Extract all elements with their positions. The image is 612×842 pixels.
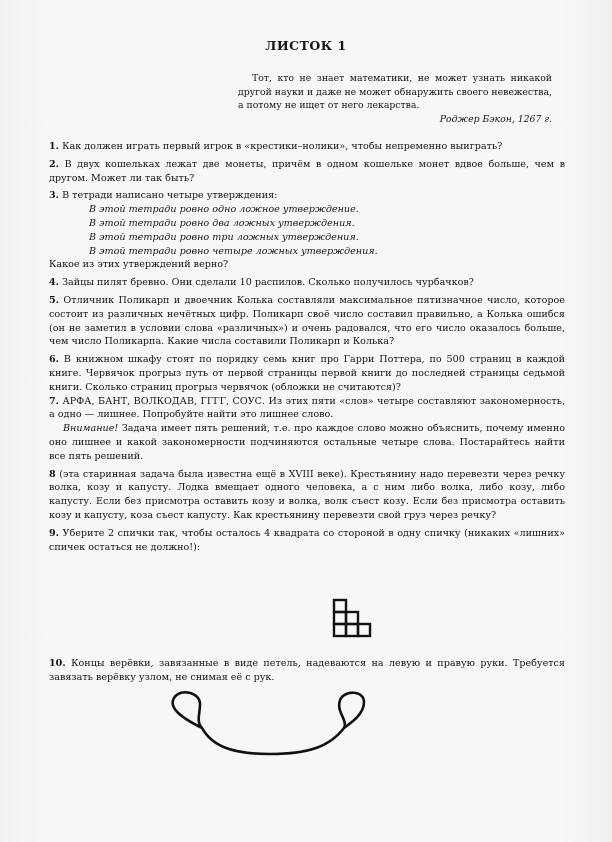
problem-text: Отличник Поликарп и двоечник Колька составляли максимальное пятизначное число, которое состоит из различных нечётных цифр. Поликарп своё число составил правильно, а Колька ошибся (он не заметил в условии слова «различных») и очень радовался, что его число оказалось больше, чем число Поликарпа. Какие числа составили Поликарп и Колька? [49, 294, 565, 348]
match-square [334, 624, 346, 636]
problem-note [49, 422, 565, 463]
problem-text: В книжном шкафу стоят по порядку семь книг про Гарри Поттера, по 500 страниц в каждой книге. Червячок прогрыз путь от первой страницы первой книги до последней страницы седьмой книги. Сколько страниц прогрыз червячок (обложки не считаются)? [49, 354, 565, 393]
match-square [346, 624, 358, 636]
problem-4 [49, 276, 565, 290]
problem-text: Уберите 2 спички так, чтобы осталось 4 квадрата со стороной в одну спичку (никаких «лишних» спичек остаться не должно!): [49, 527, 565, 553]
problem-number: 9. [49, 527, 60, 539]
problem-text: (эта старинная задача была известна ещё в XVIII веке). Крестьянину надо перевезти через речку волка, козу и капусту. Лодка вмещает одного человека, а с ним либо волка, либо козу, либо капусту. Если без присмотра оставить козу и волка, волк съест козу. Если без присмотра оставить козу и капусту, коза съест капусту. Как крестьянину перевезти свой груз через речку? [49, 468, 565, 521]
rope-path [173, 692, 364, 754]
problem-number: 8 [49, 468, 56, 480]
note-text: Задача имеет пять решений, т.е. про каждое слово можно объяснить, почему именно оно лишнее и какой закономерности подчиняются остальные четыре слова. Постарайтесь найти все пять решений. [49, 423, 566, 462]
problem-2 [49, 158, 565, 186]
problem-5 [49, 294, 565, 349]
match-square [358, 624, 370, 636]
statement-3: В этой тетради ровно три ложных утверждения. [89, 231, 359, 243]
problem-text: В двух кошельках лежат две монеты, причём в одном кошельке монет вдвое больше, чем в другом. Может ли так быть? [49, 158, 565, 184]
problem-10 [49, 657, 565, 685]
problems-list-end [49, 657, 565, 689]
problem-text: Зайцы пилят бревно. Они сделали 10 распилов. Сколько получилось чурбачков? [62, 277, 474, 289]
problem-number: 5. [49, 294, 60, 306]
problem-6 [49, 353, 565, 394]
problem-text: В тетради написано четыре утверждения: [62, 190, 278, 202]
match-square [334, 600, 346, 612]
matchstick-figure [328, 598, 378, 640]
page-title: ЛИСТОК 1 [265, 38, 347, 53]
statement-2: В этой тетради ровно два ложных утверждения. [89, 217, 355, 229]
problem-number: 1. [49, 141, 60, 152]
problem-1 [49, 140, 565, 154]
problems-list [49, 140, 565, 558]
problem-number: 2. [49, 158, 60, 170]
note-label: Внимание! [63, 423, 119, 435]
problem-number: 3. [49, 190, 60, 202]
problem-7 [49, 395, 565, 464]
statement-1: В этой тетради ровно одно ложное утверждение. [89, 204, 359, 216]
match-square [334, 612, 346, 624]
problem-number: 7. [49, 395, 60, 407]
problem-question: Какое из этих утверждений верно? [49, 259, 229, 271]
problem-8 [49, 468, 565, 523]
problem-3 [49, 189, 565, 272]
rope-drawing [160, 688, 390, 768]
problem-9 [49, 527, 565, 555]
problem-text: АРФА, БАНТ, ВОЛКОДАВ, ГГГГ, СОУС. Из этих пяти «слов» четыре составляют закономерность, а одно — лишнее. Попробуйте найти это лишнее слово. [49, 395, 565, 421]
problem-number: 6. [49, 354, 60, 366]
epigraph-author: Роджер Бэкон, 1267 г. [439, 113, 552, 125]
epigraph [238, 72, 552, 126]
problem-text: Как должен играть первый игрок в «крестики–нолики», чтобы непременно выиграть? [62, 141, 503, 152]
epigraph-text: Тот, кто не знает математики, не может узнать никакой другой науки и даже не может обнаружить своего невежества, а потому не ищет от него лекарства. [238, 73, 552, 111]
match-square [346, 612, 358, 624]
problem-number: 10. [49, 658, 66, 669]
problem-text: Концы верёвки, завязанные в виде петель, надеваются на левую и правую руки. Требуется завязать верёвку узлом, не снимая её с рук. [49, 658, 565, 683]
statement-4: В этой тетради ровно четыре ложных утверждения. [89, 245, 378, 257]
problem-number: 4. [49, 277, 60, 289]
